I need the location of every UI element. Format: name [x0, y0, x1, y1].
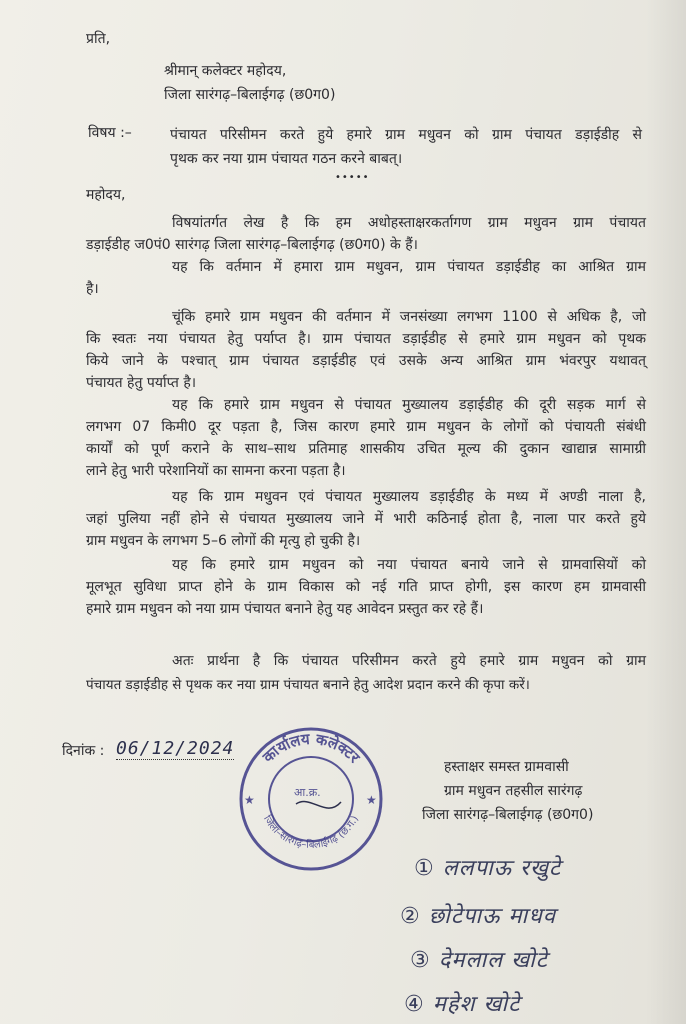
subject-line-2: पृथक कर नया ग्राम पंचायत गठन करने बाबत्। [170, 151, 403, 167]
subject-line-1: पंचायत परिसीमन करते हुये हमारे ग्राम मधुवन को ग्राम पंचायत डड़ाईडीह से [170, 127, 642, 143]
para6-line2: मूलभूत सुविधा प्राप्त होने के ग्राम विकास को नई गति प्राप्त होगी, इस कारण हम ग्रामवासी [86, 579, 646, 595]
date-value: 06/12/2024 [116, 738, 235, 759]
signatory-4: ④ महेश खोटे [404, 992, 521, 1017]
recipient-line-2: जिला सारंगढ़–बिलाईगढ़ (छ0ग0) [164, 87, 336, 103]
stamp-inner-text: आ.क्र. [294, 786, 321, 799]
signature-line-1: हस्ताक्षर समस्त ग्रामवासी [444, 759, 569, 775]
para4-line1: यह कि हमारे ग्राम मधुवन से पंचायत मुख्यालय डड़ाईडीह की दूरी सड़क मार्ग से [172, 397, 646, 413]
para7-line1: अतः प्रार्थना है कि पंचायत परिसीमन करते हुये हमारे ग्राम मधुवन को ग्राम [172, 653, 646, 669]
para6-line3: हमारे ग्राम मधुवन को नया ग्राम पंचायत बनाने हेतु यह आवेदन प्रस्तुत कर रहे हैं। [86, 601, 484, 617]
page-shadow [646, 0, 686, 1024]
date-label: दिनांक : [62, 743, 105, 759]
para5-line2: जहां पुलिया नहीं होने से पंचायत मुख्यालय जाने में भारी कठिनाई होता है, नाला पार करते हुये [86, 511, 646, 527]
recipient-line-1: श्रीमान् कलेक्टर महोदय, [164, 63, 287, 79]
para3-line4: पंचायत हेतु पर्याप्त है। [86, 375, 197, 391]
signatory-3: ③ देमलाल खोटे [410, 948, 548, 973]
signatory-2: ② छोटेपाऊ माधव [400, 904, 556, 929]
stamp-initials-scribble [296, 802, 341, 809]
para7-line2: पंचायत डड़ाईडीह से पृथक कर नया ग्राम पंचायत बनाने हेतु आदेश प्रदान करने की कृपा करें। [86, 677, 530, 693]
stamp-inner-ring [269, 757, 353, 841]
para3-line1: चूंकि हमारे ग्राम मधुवन की वर्तमान में जनसंख्या लगभग 1100 से अधिक है, जो [172, 309, 646, 325]
para3-line3: किये जाने के पश्चात् ग्राम पंचायत डड़ाईडीह एवं उसके अन्य आश्रित ग्राम भंवरपुर यथावत् [86, 353, 646, 369]
stamp-star-left-icon: ★ [244, 793, 255, 807]
para2-line1: यह कि वर्तमान में हमारा ग्राम मधुवन, ग्राम पंचायत डड़ाईडीह का आश्रित ग्राम [172, 259, 646, 275]
para2-line2: है। [86, 281, 99, 297]
para4-line4: लाने हेतु भारी परेशानियों का सामना करना पड़ता है। [86, 463, 346, 479]
para1-line1: विषयांतर्गत लेख है कि हम अधोहस्ताक्षरकर्तागण ग्राम मधुवन ग्राम पंचायत [172, 215, 646, 231]
signature-line-2: ग्राम मधुवन तहसील सारंगढ़ [444, 783, 583, 799]
para4-line2: लगभग 07 किमी0 दूर पड़ता है, जिस कारण हमारे ग्राम मधुवन के लोगों को पंचायती संबंधी [86, 419, 646, 435]
para1-line2: डड़ाईडीह ज0पं0 सारंगढ़ जिला सारंगढ़–बिलाईगढ़ (छ0ग0) के हैं। [86, 237, 418, 253]
salutation-to: प्रति, [86, 31, 111, 47]
stamp-bottom-text: जिला–सारंगढ़–बिलाईगढ़ (छ.ग.) [261, 813, 361, 851]
greeting: महोदय, [86, 187, 126, 203]
para6-line1: यह कि हमारे ग्राम मधुवन को नया पंचायत बनाये जाने से ग्रामवासियों को [172, 557, 646, 573]
para5-line1: यह कि ग्राम मधुवन एवं पंचायत मुख्यालय डड़ाईडीह के मध्य में अण्डी नाला है, [172, 489, 646, 505]
stamp-top-text: कार्यालय कलेक्टर [259, 729, 364, 767]
para4-line3: कार्यों को पूर्ण कराने के साथ–साथ प्रतिमाह शासकीय उचित मूल्य की दुकान खाद्यान्न सामाग्री [86, 441, 646, 457]
separator: ••••• [335, 172, 370, 183]
subject-label: विषय :– [88, 125, 132, 141]
para3-line2: कि स्वतः नया पंचायत हेतु पर्याप्त है। ग्राम पंचायत डड़ाईडीह से हमारे ग्राम मधुवन को पृथक [86, 331, 646, 347]
stamp-star-right-icon: ★ [366, 793, 377, 807]
signature-line-3: जिला सारंगढ़–बिलाईगढ़ (छ0ग0) [422, 807, 594, 823]
para5-line3: ग्राम मधुवन के लगभग 5–6 लोगों की मृत्यु हो चुकी है। [86, 533, 361, 549]
office-stamp [236, 724, 386, 874]
signatory-1: ① ललपाऊ रखुटे [414, 856, 562, 881]
